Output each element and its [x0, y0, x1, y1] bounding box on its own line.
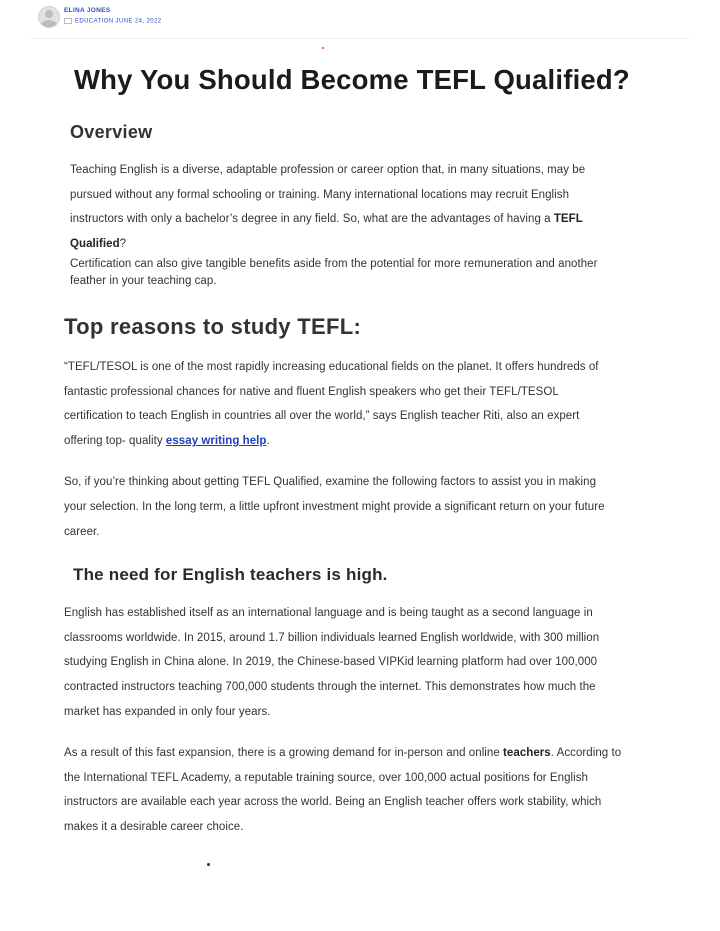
need-p2-line-2: the International TEFL Academy, a reputable training source, over 100,000 actual positions for English [64, 772, 588, 784]
need-p1-line-5: market has expanded in only four years. [64, 706, 271, 718]
reasons-p1-line-1: “TEFL/TESOL is one of the most rapidly increasing educational fields on the planet. It offers hundreds of [64, 361, 599, 373]
question-mark: ? [119, 238, 127, 250]
reasons-p1-line-4 [64, 435, 270, 447]
black-dot-mark [207, 863, 210, 866]
red-dot-mark [322, 47, 324, 49]
avatar-shoulders-shape [41, 20, 57, 28]
essay-writing-help-link[interactable]: essay writing help [165, 435, 267, 447]
post-meta [64, 18, 161, 25]
overview-heading: Overview [70, 122, 153, 142]
need-p2-line-1-end: . According to [550, 747, 622, 759]
need-p1-line-3: studying English in China alone. In 2019, the Chinese-based VIPKid learning platform had over 100,000 [64, 656, 598, 668]
need-p2-line-1 [64, 747, 621, 759]
reasons-p2-line-3: career. [64, 526, 100, 538]
overview-line-4 [70, 238, 126, 250]
reasons-p2-line-2: your selection. In the long term, a little upfront investment might provide a significant return on your future [64, 501, 605, 513]
overview-line-2: pursued without any formal schooling or training. Many international locations may recruit English [70, 189, 570, 201]
overview-line-3-text: instructors with only a bachelor’s degree in any field. So, what are the advantages of having a [70, 213, 554, 225]
need-p2-line-3: instructors are available each year across the world. Being an English teacher offers work stability, which [64, 796, 602, 808]
need-p1-line-2: classrooms worldwide. In 2015, around 1.7 billion individuals learned English worldwide, with 300 million [64, 632, 600, 644]
teachers-bold: teachers [503, 747, 551, 759]
qualified-bold: Qualified [70, 238, 120, 250]
need-heading: The need for English teachers is high. [73, 565, 388, 584]
period: . [266, 435, 270, 447]
overview-line-3 [70, 213, 583, 225]
reasons-p1-line-3: certification to teach English in countries all over the world,” says English teacher Riti, also an expert [64, 410, 580, 422]
author-avatar[interactable] [38, 6, 60, 28]
need-p2-line-4: makes it a desirable career choice. [64, 821, 244, 833]
author-name-link[interactable]: ELINA JONES [64, 7, 111, 14]
overview-line-6: feather in your teaching cap. [70, 275, 217, 287]
need-p2-line-1-text: As a result of this fast expansion, there is a growing demand for in-person and online [64, 747, 504, 759]
overview-line-5: Certification can also give tangible benefits aside from the potential for more remuneration and another [70, 258, 598, 270]
reasons-p2-line-1: So, if you’re thinking about getting TEFL Qualified, examine the following factors to assist you in making [64, 476, 597, 488]
folder-icon [64, 18, 72, 24]
reasons-p1-line-2: fantastic professional chances for native and fluent English speakers who get their TEFL/TESOL [64, 386, 559, 398]
post-meta-text[interactable]: EDUCATION JUNE 24, 2022 [75, 18, 162, 25]
overview-line-1: Teaching English is a diverse, adaptable profession or career option that, in many situations, may be [70, 164, 586, 176]
reasons-heading: Top reasons to study TEFL: [64, 314, 362, 339]
need-p1-line-1: English has established itself as an international language and is being taught as a second language in [64, 607, 593, 619]
reasons-p1-line-4-text: offering top- quality [64, 435, 166, 447]
article-title: Why You Should Become TEFL Qualified? [74, 64, 630, 95]
avatar-head-shape [45, 10, 53, 18]
need-p1-line-4: contracted instructors teaching 700,000 students through the internet. This demonstrates how much the [64, 681, 596, 693]
tefl-bold: TEFL [553, 213, 583, 225]
